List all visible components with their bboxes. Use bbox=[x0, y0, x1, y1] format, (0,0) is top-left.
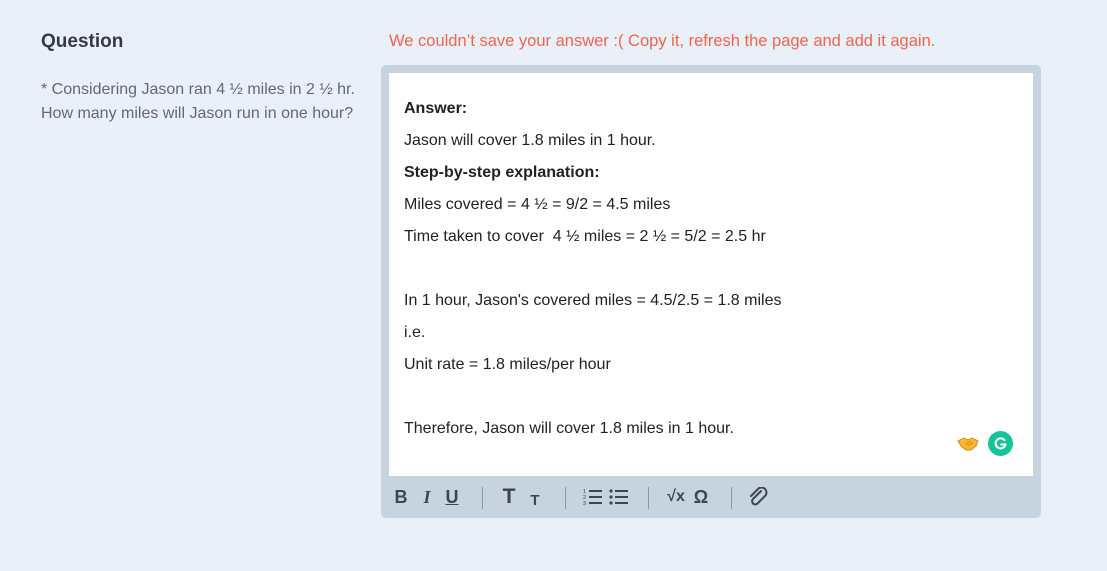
answer-heading: Answer: bbox=[404, 100, 468, 117]
numbered-list-icon[interactable] bbox=[583, 476, 603, 518]
svg-text:3: 3 bbox=[583, 501, 587, 506]
answer-line: Therefore, Jason will cover 1.8 miles in 1 hour. bbox=[404, 420, 734, 437]
answer-line: Jason will cover 1.8 miles in 1 hour. bbox=[404, 132, 656, 149]
bold-button[interactable]: B bbox=[394, 486, 408, 507]
blank-line bbox=[404, 253, 1018, 285]
answer-text-area[interactable] bbox=[389, 73, 1033, 476]
explanation-heading: Step-by-step explanation: bbox=[404, 164, 600, 181]
grammarly-icon[interactable] bbox=[988, 431, 1013, 456]
toolbar-separator bbox=[482, 487, 483, 509]
formula-button[interactable]: √x bbox=[667, 488, 685, 505]
answer-line: i.e. bbox=[404, 324, 426, 341]
formatting-toolbar bbox=[381, 476, 1041, 518]
save-error-message: We couldn’t save your answer :( Copy it, refresh the page and add it again. bbox=[389, 32, 936, 50]
answer-editor bbox=[381, 65, 1041, 518]
attachment-icon[interactable] bbox=[748, 476, 770, 518]
italic-button[interactable]: I bbox=[423, 486, 431, 507]
answer-line: Miles covered = 4 ½ = 9/2 = 4.5 miles bbox=[404, 196, 671, 213]
svg-text:2: 2 bbox=[583, 495, 587, 501]
heading-small-button[interactable]: T bbox=[530, 491, 540, 509]
bullet-list-icon[interactable] bbox=[609, 476, 629, 518]
toolbar-separator bbox=[565, 487, 566, 509]
answer-line: In 1 hour, Jason's covered miles = 4.5/2.5 = 1.8 miles bbox=[404, 292, 782, 309]
blank-line bbox=[404, 381, 1018, 413]
underline-button[interactable]: U bbox=[445, 486, 459, 507]
question-heading: Question bbox=[41, 31, 124, 52]
answer-content[interactable] bbox=[404, 93, 1018, 445]
special-symbol-button[interactable]: Ω bbox=[693, 486, 709, 507]
handshake-emoji-icon[interactable] bbox=[957, 432, 979, 454]
answer-line: Unit rate = 1.8 miles/per hour bbox=[404, 356, 611, 373]
toolbar-separator bbox=[731, 487, 732, 509]
heading-large-button[interactable]: T bbox=[502, 485, 516, 508]
answer-line: Time taken to cover 4 ½ miles = 2 ½ = 5/2 = 2.5 hr bbox=[404, 228, 766, 245]
question-panel bbox=[41, 28, 361, 126]
question-text: * Considering Jason ran 4 ½ miles in 2 ½ hr. How many miles will Jason run in one hour? bbox=[41, 81, 355, 122]
toolbar-separator bbox=[648, 487, 649, 509]
svg-text:1: 1 bbox=[583, 489, 587, 495]
